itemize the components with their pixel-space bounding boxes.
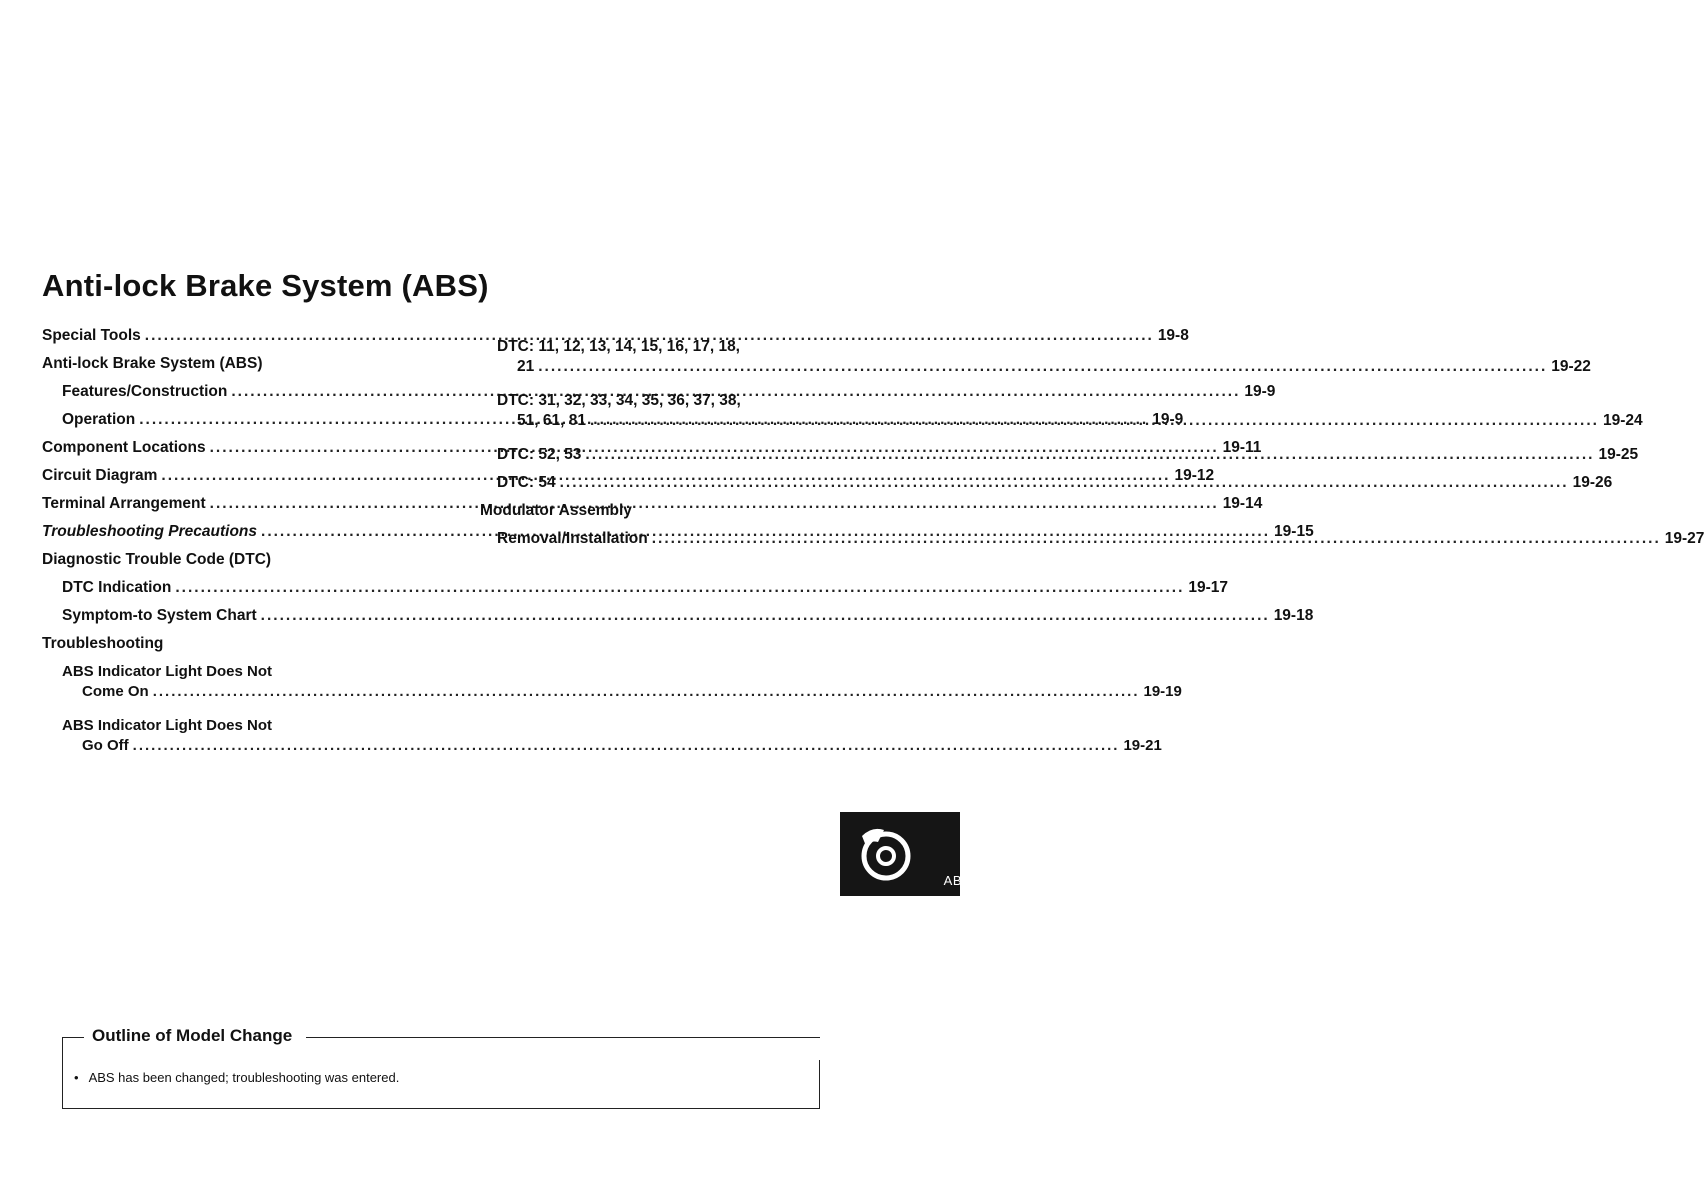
toc-entry-page: 19-14 bbox=[1222, 495, 1263, 512]
toc-entry-label: Terminal Arrangement bbox=[42, 495, 206, 512]
toc-heading-abs: Anti-lock Brake System (ABS) bbox=[42, 355, 263, 372]
toc-entry-light-not-on[interactable] bbox=[42, 658, 1182, 708]
toc-entry-label: Operation bbox=[62, 411, 136, 428]
toc-entry-label: Component Locations bbox=[42, 439, 206, 456]
toc-entry-label: DTC Indication bbox=[62, 579, 172, 596]
toc-entry-label: DTC: 54 bbox=[497, 474, 556, 491]
toc-entry-label-line1: DTC: 31, 32, 33, 34, 35, 36, 37, 38, bbox=[497, 392, 741, 409]
leader-dots bbox=[590, 411, 1599, 431]
toc-entry-page: 19-26 bbox=[1572, 474, 1613, 491]
leader-dots bbox=[538, 357, 1547, 377]
leader-dots bbox=[585, 445, 1594, 465]
toc-entry-page: 19-8 bbox=[1157, 327, 1189, 344]
page-title: Anti-lock Brake System (ABS) bbox=[42, 268, 489, 303]
leader-dots bbox=[153, 682, 1140, 702]
leader-dots bbox=[560, 473, 1569, 493]
toc-entry-label-line1: DTC: 11, 12, 13, 14, 15, 16, 17, 18, bbox=[497, 338, 740, 355]
toc-entry-label-line2: 51, 61, 81 bbox=[517, 412, 586, 429]
toc-entry-label-line1: ABS Indicator Light Does Not bbox=[62, 663, 272, 680]
tab-label: AB bbox=[943, 873, 962, 888]
outline-item-text: ABS has been changed; troubleshooting was entered. bbox=[88, 1070, 400, 1085]
toc-entry-label: Troubleshooting Precautions bbox=[42, 523, 258, 540]
toc-entry-page: 19-15 bbox=[1274, 523, 1314, 540]
toc-entry-label: Features/Construction bbox=[62, 383, 228, 400]
toc-heading-modulator: Modulator Assembly bbox=[480, 502, 632, 519]
toc-entry-label: DTC: 52, 53 bbox=[497, 446, 582, 463]
toc-entry-page: 19-12 bbox=[1174, 467, 1215, 484]
section-tab[interactable] bbox=[840, 812, 960, 896]
outline-left-border bbox=[62, 1037, 63, 1061]
toc-entry-label-line1: ABS Indicator Light Does Not bbox=[62, 717, 272, 734]
toc-heading-troubleshooting: Troubleshooting bbox=[42, 635, 164, 652]
leader-dots bbox=[261, 606, 1270, 626]
toc-entry-label-line2: Go Off bbox=[82, 737, 129, 754]
leader-dots bbox=[652, 529, 1661, 549]
leader-dots bbox=[133, 736, 1120, 756]
toc-entry-label: Removal/Installation bbox=[497, 530, 648, 547]
toc-entry-page: 19-24 bbox=[1602, 412, 1643, 429]
toc-entry-label: Symptom-to System Chart bbox=[62, 607, 257, 624]
toc-entry-label-line2: Come On bbox=[82, 683, 149, 700]
brake-disc-icon bbox=[856, 824, 914, 884]
toc-entry-page: 19-22 bbox=[1551, 358, 1591, 375]
toc-entry-page: 19-19 bbox=[1143, 683, 1182, 700]
toc-entry-page: 19-21 bbox=[1123, 737, 1162, 754]
toc-entry-label: Circuit Diagram bbox=[42, 467, 158, 484]
toc-entry-page: 19-18 bbox=[1273, 607, 1314, 624]
toc-entry-page: 19-11 bbox=[1222, 439, 1262, 456]
toc-entry-label: Special Tools bbox=[42, 327, 141, 344]
toc-entry-symptom-chart[interactable] bbox=[42, 602, 1314, 630]
toc-entry-page: 19-17 bbox=[1188, 579, 1229, 596]
toc-entry-page: 19-27 bbox=[1664, 530, 1704, 547]
toc-entry-dtc-indication[interactable] bbox=[42, 574, 1229, 602]
toc-heading-dtc: Diagnostic Trouble Code (DTC) bbox=[42, 551, 272, 568]
bullet: • bbox=[74, 1070, 79, 1085]
leader-dots bbox=[175, 578, 1184, 598]
toc-entry-page: 19-9 bbox=[1244, 383, 1276, 400]
toc-entry-page: 19-9 bbox=[1152, 411, 1184, 428]
toc-entry-label-line2: 21 bbox=[517, 358, 535, 375]
outline-title: Outline of Model Change bbox=[84, 1026, 306, 1046]
toc-entry-light-not-off[interactable] bbox=[42, 712, 1162, 762]
outline-item bbox=[74, 1070, 399, 1085]
toc-entry-page: 19-25 bbox=[1598, 446, 1639, 463]
